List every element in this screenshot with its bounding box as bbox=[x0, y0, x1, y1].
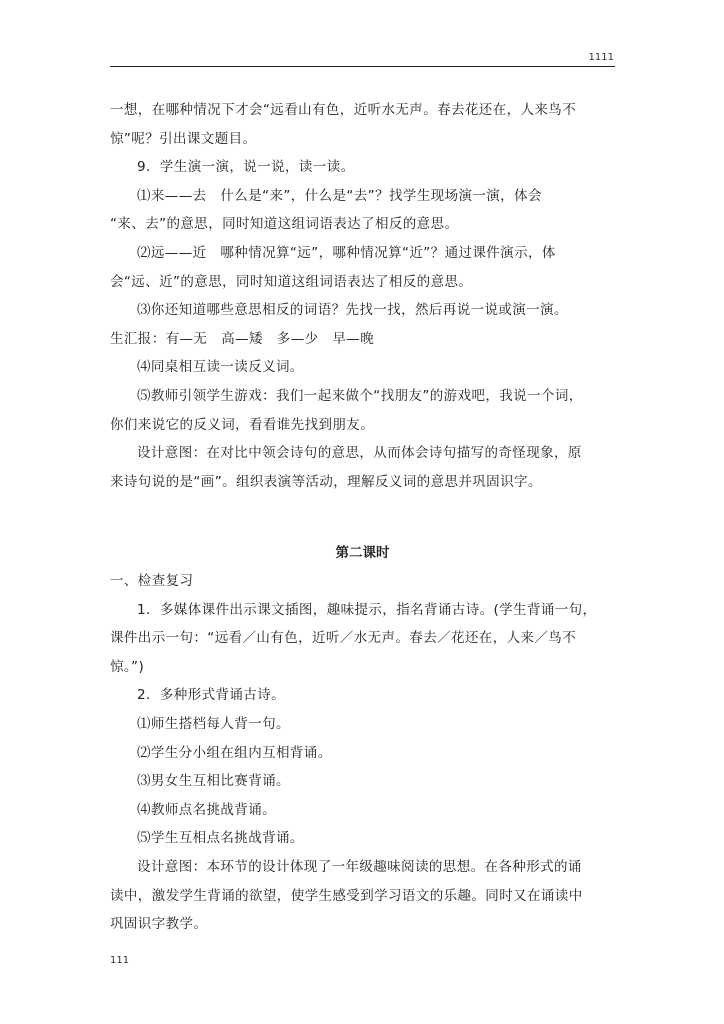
section-title: 第二课时 bbox=[335, 545, 390, 561]
paragraph-line: 9．学生演一演，说一说，读一读。 bbox=[137, 159, 355, 176]
paragraph-line: ⑸学生互相点名挑战背诵。 bbox=[137, 830, 304, 847]
paragraph-line: 来诗句说的是“画”。组织表演等活动，理解反义词的意思并巩固识字。 bbox=[110, 473, 542, 490]
paragraph-line: 惊”呢？引出课文题目。 bbox=[110, 130, 257, 147]
paragraph-line: ⑷教师点名挑战背诵。 bbox=[137, 801, 276, 818]
paragraph-line: ⑶你还知道哪些意思相反的词语？先找一找，然后再说一说或演一演。 bbox=[137, 302, 568, 319]
paragraph-line: ⑶男女生互相比赛背诵。 bbox=[137, 773, 290, 790]
paragraph-line: 读中，激发学生背诵的欲望，使学生感受到学习语文的乐趣。同时又在诵读中 bbox=[110, 887, 583, 904]
header-page-number: 1111 bbox=[588, 52, 614, 63]
paragraph-line: ⑷同桌相互读一读反义词。 bbox=[137, 359, 304, 376]
paragraph-line: 设计意图：在对比中领会诗句的意思，从而体会诗句描写的奇怪现象，原 bbox=[137, 445, 582, 462]
paragraph-line: “来、去”的意思，同时知道这组词语表达了相反的意思。 bbox=[110, 216, 459, 233]
lesson-body-part1 bbox=[110, 96, 615, 496]
lesson-body-part2 bbox=[110, 539, 615, 939]
paragraph-line: ⑴师生搭档每人背一句。 bbox=[137, 715, 290, 732]
paragraph-line: ⑵学生分小组在组内互相背诵。 bbox=[137, 744, 332, 761]
paragraph-line: 一想，在哪种情况下才会“远看山有色，近听水无声。春去花还在，人来鸟不 bbox=[110, 102, 577, 118]
paragraph-line: 2．多种形式背诵古诗。 bbox=[137, 687, 285, 704]
footer-page-number: 111 bbox=[110, 955, 130, 966]
paragraph-line: 惊。”) bbox=[110, 658, 145, 675]
paragraph-line: 课件出示一句：“远看／山有色，近听／水无声。春去／花还在，人来／鸟不 bbox=[110, 630, 577, 647]
paragraph-line: 设计意图：本环节的设计体现了一年级趣味阅读的思想。在各种形式的诵 bbox=[137, 858, 582, 875]
subsection-heading: 一、检查复习 bbox=[110, 573, 194, 589]
paragraph-line: 1．多媒体课件出示课文插图，趣味提示，指名背诵古诗。(学生背诵一句， bbox=[137, 601, 597, 618]
paragraph-line: 生汇报：有—无 高—矮 多—少 早—晚 bbox=[110, 330, 375, 347]
header-rule bbox=[110, 66, 615, 67]
paragraph-line: ⑸教师引领学生游戏：我们一起来做个“找朋友”的游戏吧，我说一个词， bbox=[137, 387, 583, 404]
paragraph-line: ⑵远——近 哪种情况算“远”，哪种情况算“近”？通过课件演示，体 bbox=[137, 244, 556, 261]
paragraph-line: 巩固识字教学。 bbox=[110, 916, 208, 933]
paragraph-line: 你们来说它的反义词，看看谁先找到朋友。 bbox=[110, 416, 375, 433]
paragraph-line: 会“远、近”的意思，同时知道这组词语表达了相反的意思。 bbox=[110, 273, 473, 290]
paragraph-line: ⑴来——去 什么是“来”，什么是“去”？找学生现场演一演，体会 bbox=[137, 187, 542, 204]
